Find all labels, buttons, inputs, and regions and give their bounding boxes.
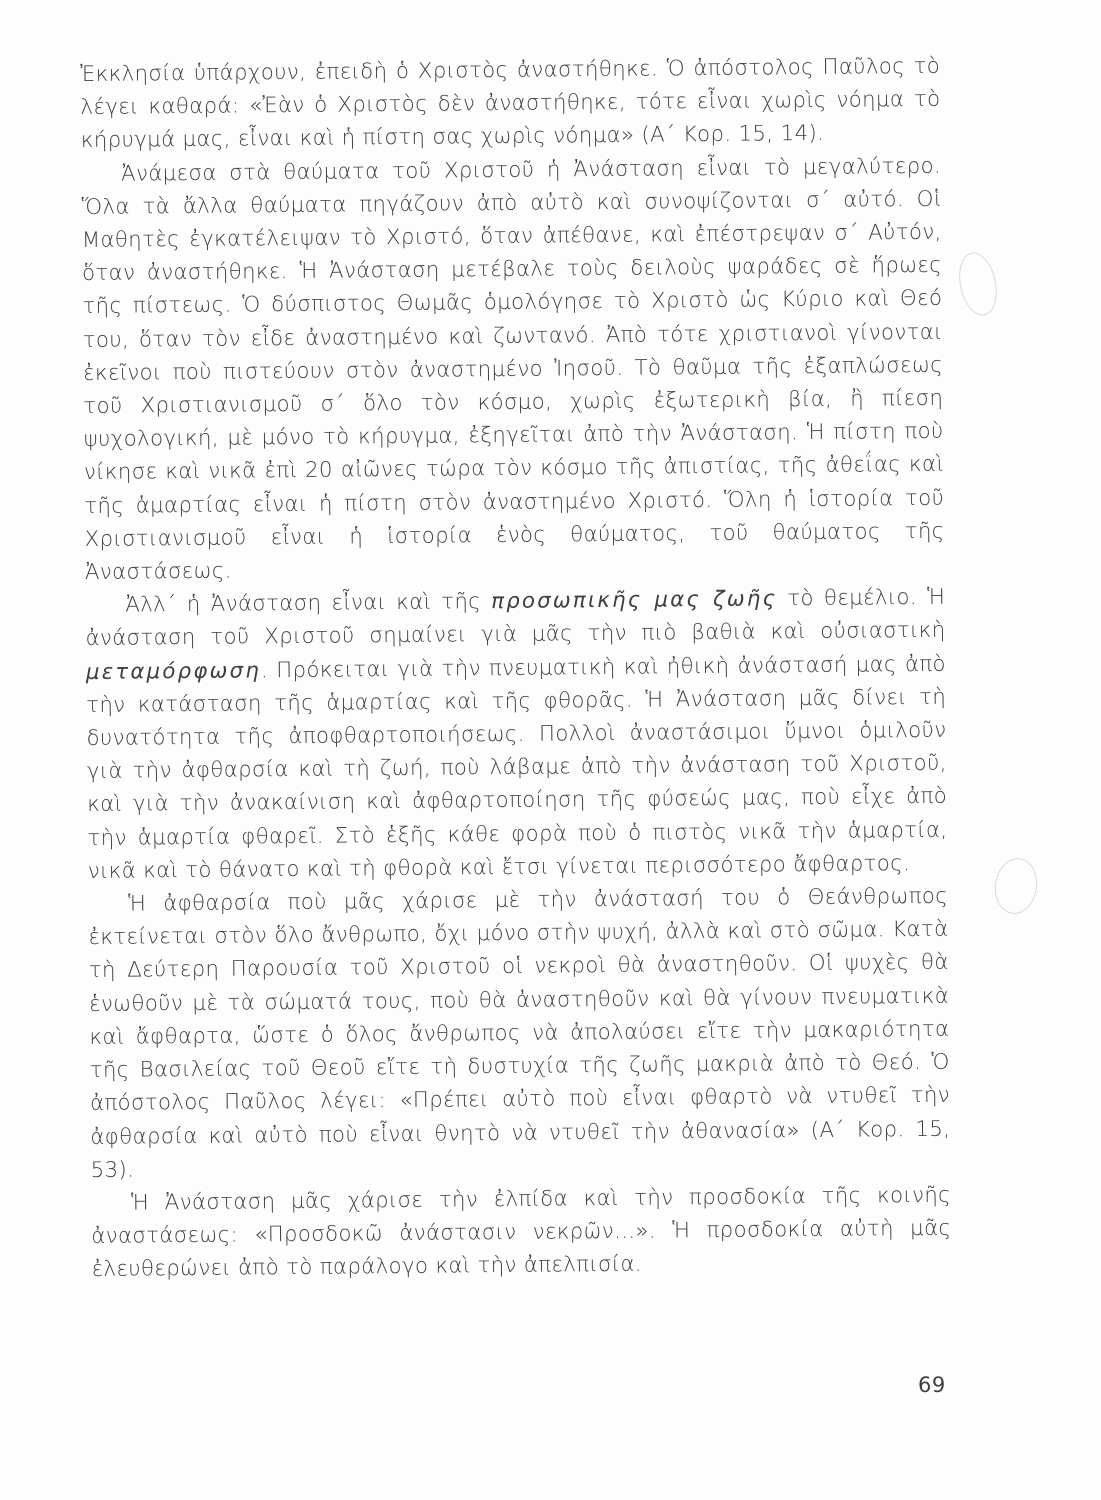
paragraph-text: Ἀνάμεσα στὰ θαύματα τοῦ Χριστοῦ ἡ Ἀνάσταση εἶναι τὸ μεγαλύτερο. Ὅλα τὰ ἄλλα θαύματα πηγάζουν ἀπὸ αὐτὸ καὶ συνοψίζονται σ΄ αὐτό. Οἱ Μαθητὲς ἐγκατέλειψαν τὸ Χριστό, ὅταν ἀπέθανε, καὶ ἐπέστρεψαν σ΄ Αὐτόν, ὅταν ἀναστήθηκε. Ἡ Ἀνάσταση μετέβαλε τοὺς δειλοὺς ψαράδες σὲ ἥρωες τῆς πίστεως. Ὁ δύσπιστος Θωμᾶς ὁμολόγησε τὸ Χριστὸ ὡς Κύριο καὶ Θεό του, ὅταν τὸν εἶδε ἀναστημένο καὶ ζωντανό. Ἀπὸ τότε χριστιανοὶ γίνονται ἐκεῖνοι ποὺ πιστεύουν στὸν ἀναστημένο Ἰησοῦ. Τὸ θαῦμα τῆς ἐξαπλώσεως τοῦ Χριστιανισμοῦ σ΄ ὅλο τὸν κόσμο, χωρὶς ἐξωτερικὴ βία, ἢ πίεση ψυχολογική, μὲ μόνο τὸ κήρυγμα, ἐξηγεῖται ἀπὸ τὴν Ἀνάσταση. Ἡ πίστη ποὺ νίκησε καὶ νικᾶ ἐπὶ 20 αἰῶνες τώρα τὸν κόσμο τῆς ἀπιστίας, τῆς ἀθεΐας καὶ τῆς ἁμαρτίας εἶναι ἡ πίστη στὸν ἀναστημένο Χριστό. Ὅλη ἡ ἱστορία τοῦ Χριστιανισμοῦ εἶναι ἡ ἱστορία ἑνὸς θαύματος, τοῦ θαύματος τῆς Ἀναστάσεως.	[81, 153, 945, 586]
margin-pencil-mark	[991, 855, 1040, 916]
emphasized-text: μεταμόρφωση	[85, 657, 262, 685]
paragraph	[88, 880, 951, 1187]
emphasized-text: προσωπικῆς μας ζωῆς	[491, 586, 778, 615]
paragraph-text: Ἀλλ΄ ἡ Ἀνάσταση εἶναι καὶ τῆς	[125, 589, 492, 618]
paragraph	[85, 581, 948, 888]
paragraph-text: Ἡ Ἀνάσταση μᾶς χάρισε τὴν ἐλπίδα καὶ τὴν προσδοκία τῆς κοινῆς ἀναστάσεως: «Προσδοκῶ ἀνάστασιν νεκρῶν...». Ἡ προσδοκία αὐτὴ μᾶς ἐλευθερώνει ἀπὸ τὸ παράλογο καὶ τὴν ἀπελπισία.	[91, 1182, 952, 1283]
page-number: 69	[918, 1373, 946, 1397]
paragraph-text: Ἡ ἀφθαρσία ποὺ μᾶς χάρισε μὲ τὴν ἀνάστασή του ὁ Θεάνθρωπος ἐκτείνεται στὸν ὅλο ἄνθρωπο, ὄχι μόνο στὴν ψυχή, ἀλλὰ καὶ στὸ σῶμα. Κατὰ τὴ Δεύτερη Παρουσία τοῦ Χριστοῦ οἱ νεκροὶ θὰ ἀναστηθοῦν. Οἱ ψυχὲς θὰ ἑνωθοῦν μὲ τὰ σώματά τους, ποὺ θὰ ἀναστηθοῦν καὶ θὰ γίνουν πνευματικὰ καὶ ἄφθαρτα, ὥστε ὁ ὅλος ἄνθρωπος νὰ ἀπολαύσει εἴτε τὴν μακαριότητα τῆς Βασιλείας τοῦ Θεοῦ εἴτε τὴ δυστυχία τῆς ζωῆς μακριὰ ἀπὸ τὸ Θεό. Ὁ ἀπόστολος Παῦλος λέγει: «Πρέπει αὐτὸ ποὺ εἶναι φθαρτὸ νὰ ντυθεῖ τὴν ἀφθαρσία καὶ αὐτὸ ποὺ εἶναι θνητὸ νὰ ντυθεῖ τὴν ἀθανασία» (Α΄ Κορ. 15, 53).	[88, 883, 951, 1183]
body-text	[80, 50, 952, 1287]
paragraph	[81, 149, 945, 589]
paragraph-text: . Πρόκειται γιὰ τὴν πνευματικὴ καὶ ἠθικὴ ἀνάστασή μας ἀπὸ τὴν κατάσταση τῆς ἁμαρτίας καὶ τῆς φθορᾶς. Ἡ Ἀνάσταση μᾶς δίνει τὴ δυνατότητα τῆς ἀποφθαρτοποιήσεως. Πολλοὶ ἀναστάσιμοι ὕμνοι ὁμιλοῦν γιὰ τὴν ἀφθαρσία καὶ τὴ ζωή, ποὺ λάβαμε ἀπὸ τὴν ἀνάσταση τοῦ Χριστοῦ, καὶ γιὰ τὴν ἀνακαίνιση καὶ ἀφθαρτοποίηση τῆς φύσεώς μας, ποὺ εἶχε ἀπὸ τὴν ἁμαρτία φθαρεῖ. Στὸ ἑξῆς κάθε φορὰ ποὺ ὁ πιστὸς νικᾶ τὴν ἁμαρτία, νικᾶ καὶ τὸ θάνατο καὶ τὴ φθορὰ καὶ ἔτσι γίνεται περισσότερο ἄφθαρτος.	[86, 651, 948, 884]
paragraph-text: Ἐκκλησία ὑπάρχουν, ἐπειδὴ ὁ Χριστὸς ἀναστήθηκε. Ὁ ἀπόστολος Παῦλος τὸ λέγει καθαρά: «Ἐὰν ὁ Χριστὸς δὲν ἀναστήθηκε, τότε εἶναι χωρὶς νόημα τὸ κήρυγμά μας, εἶναι καὶ ἡ πίστη σας χωρὶς νόημα» (Α΄ Κορ. 15, 14).	[80, 53, 941, 154]
paragraph-text: τὸ θεμέλιο. Ἡ ἀνάσταση τοῦ Χριστοῦ σημαίνει γιὰ μᾶς τὴν πιὸ βαθιὰ καὶ οὐσιαστικὴ	[85, 584, 946, 652]
paragraph	[80, 50, 941, 158]
paragraph	[91, 1179, 952, 1287]
margin-pencil-mark	[954, 249, 1003, 319]
